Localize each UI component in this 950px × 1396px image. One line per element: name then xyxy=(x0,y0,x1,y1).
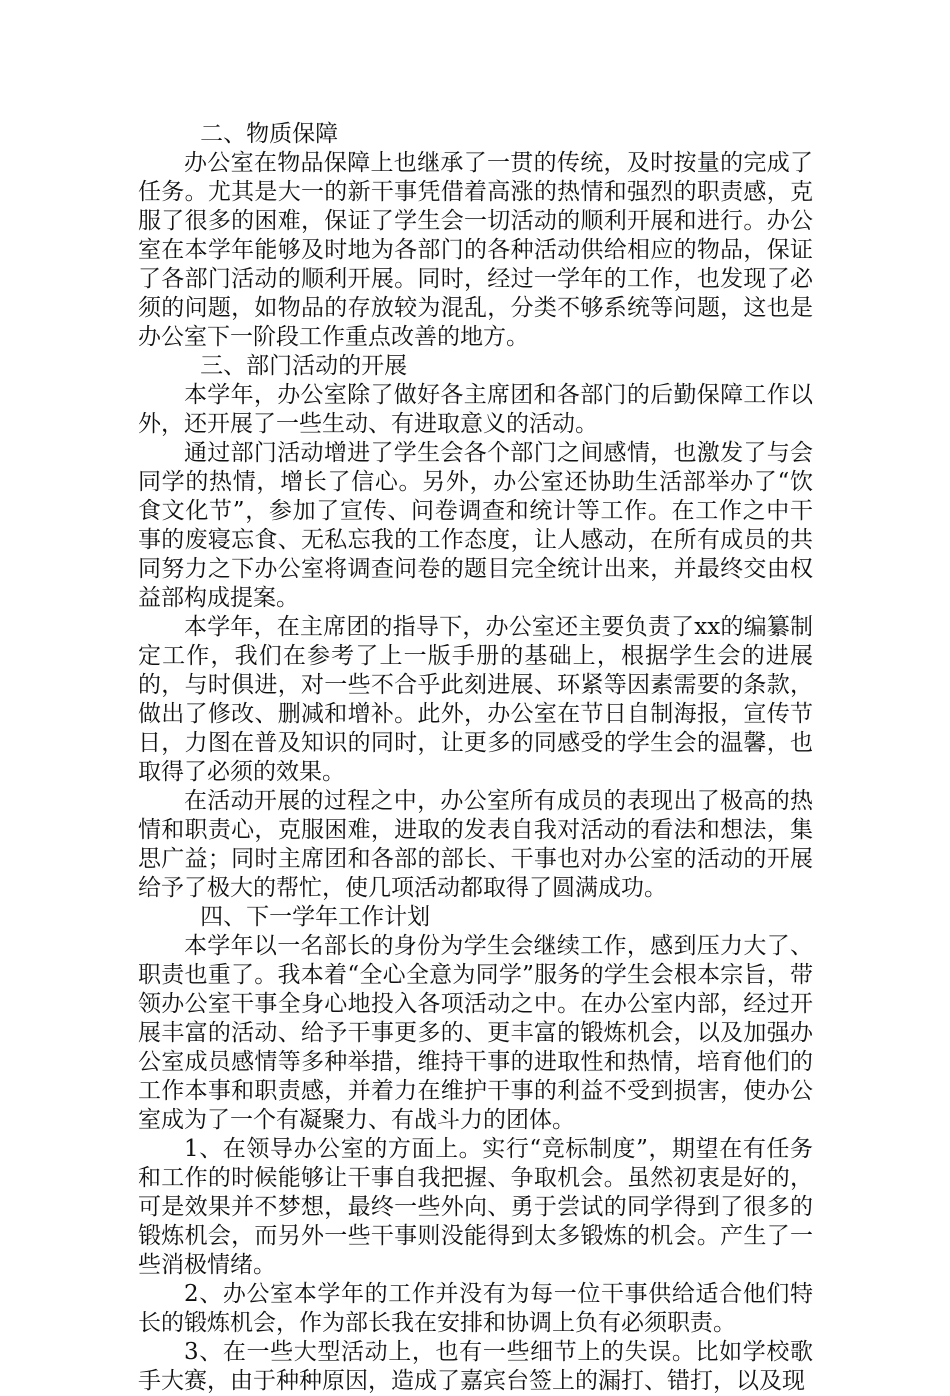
paragraph-activities-intro: 本学年，办公室除了做好各主席团和各部门的后勤保障工作以外，还开展了一些生动、有进取意义的活动。 xyxy=(138,382,813,437)
document-body xyxy=(138,120,813,1396)
section-heading-department-activities: 三、部门活动的开展 xyxy=(200,353,408,379)
section-heading-material-support: 二、物质保障 xyxy=(200,121,339,147)
paragraph-activities-summary: 在活动开展的过程之中，办公室所有成员的表现出了极高的热情和职责心，克服困难，进取的发表自我对活动的看法和想法，集思广益；同时主席团和各部的部长、干事也对办公室的活动的开展给予了极大的帮忙，使几项活动都取得了圆满成功。 xyxy=(138,788,813,901)
paragraph-material-support: 办公室在物品保障上也继承了一贯的传统，及时按量的完成了任务。尤其是大一的新干事凭借着高涨的热情和强烈的职责感，克服了很多的困难，保证了学生会一切活动的顺利开展和进行。办公室在本学年能够及时地为各部门的各种活动供给相应的物品，保证了各部门活动的顺利开展。同时，经过一学年的工作，也发现了必须的问题，如物品的存放较为混乱，分类不够系统等问题，这也是办公室下一阶段工作重点改善的地方。 xyxy=(138,150,813,350)
paragraph-activities-culture-festival: 通过部门活动增进了学生会各个部门之间感情，也激发了与会同学的热情，增长了信心。另外，办公室还协助生活部举办了“饮食文化节”，参加了宣传、问卷调查和统计等工作。在工作之中干事的废寝忘食、无私忘我的工作态度，让人感动，在所有成员的共同努力之下办公室将调查问卷的题目完全统计出来，并最终交由权益部构成提案。 xyxy=(138,440,813,611)
paragraph-activities-handbook: 本学年，在主席团的指导下，办公室还主要负责了xx的编纂制定工作，我们在参考了上一版手册的基础上，根据学生会的进展的，与时俱进，对一些不合乎此刻进展、环紧等因素需要的条款，做出了修改、删减和增补。此外，办公室在节日自制海报，宣传节日，力图在普及知识的同时，让更多的同感受的学生会的温馨，也取得了必须的效果。 xyxy=(138,614,813,785)
paragraph-plan-intro: 本学年以一名部长的身份为学生会继续工作，感到压力大了、职责也重了。我本着“全心全意为同学”服务的学生会根本宗旨，带领办公室干事全身心地投入各项活动之中。在办公室内部，经过开展丰富的活动、给予干事更多的、更丰富的锻炼机会，以及加强办公室成员感情等多种举措，维持干事的进取性和热情，培育他们的工作本事和职责感，并着力在维护干事的利益不受到损害，使办公室成为了一个有凝聚力、有战斗力的团体。 xyxy=(138,933,813,1133)
paragraph-plan-item-2: 2、办公室本学年的工作并没有为每一位干事供给适合他们特长的锻炼机会，作为部长我在安排和协调上负有必须职责。 xyxy=(138,1281,813,1336)
paragraph-plan-item-1: 1、在领导办公室的方面上。实行“竞标制度”，期望在有任务和工作的时候能够让干事自我把握、争取机会。虽然初衷是好的，可是效果并不梦想，最终一些外向、勇于尝试的同学得到了很多的锻炼机会，而另外一些干事则没能得到太多锻炼的机会。产生了一些消极情绪。 xyxy=(138,1136,813,1278)
section-heading-next-year-plan: 四、下一学年工作计划 xyxy=(200,904,431,930)
paragraph-plan-item-3: 3、在一些大型活动上，也有一些细节上的失误。比如学校歌手大赛，由于种种原因，造成了嘉宾台签上的漏打、错打，以及现 xyxy=(138,1339,813,1394)
